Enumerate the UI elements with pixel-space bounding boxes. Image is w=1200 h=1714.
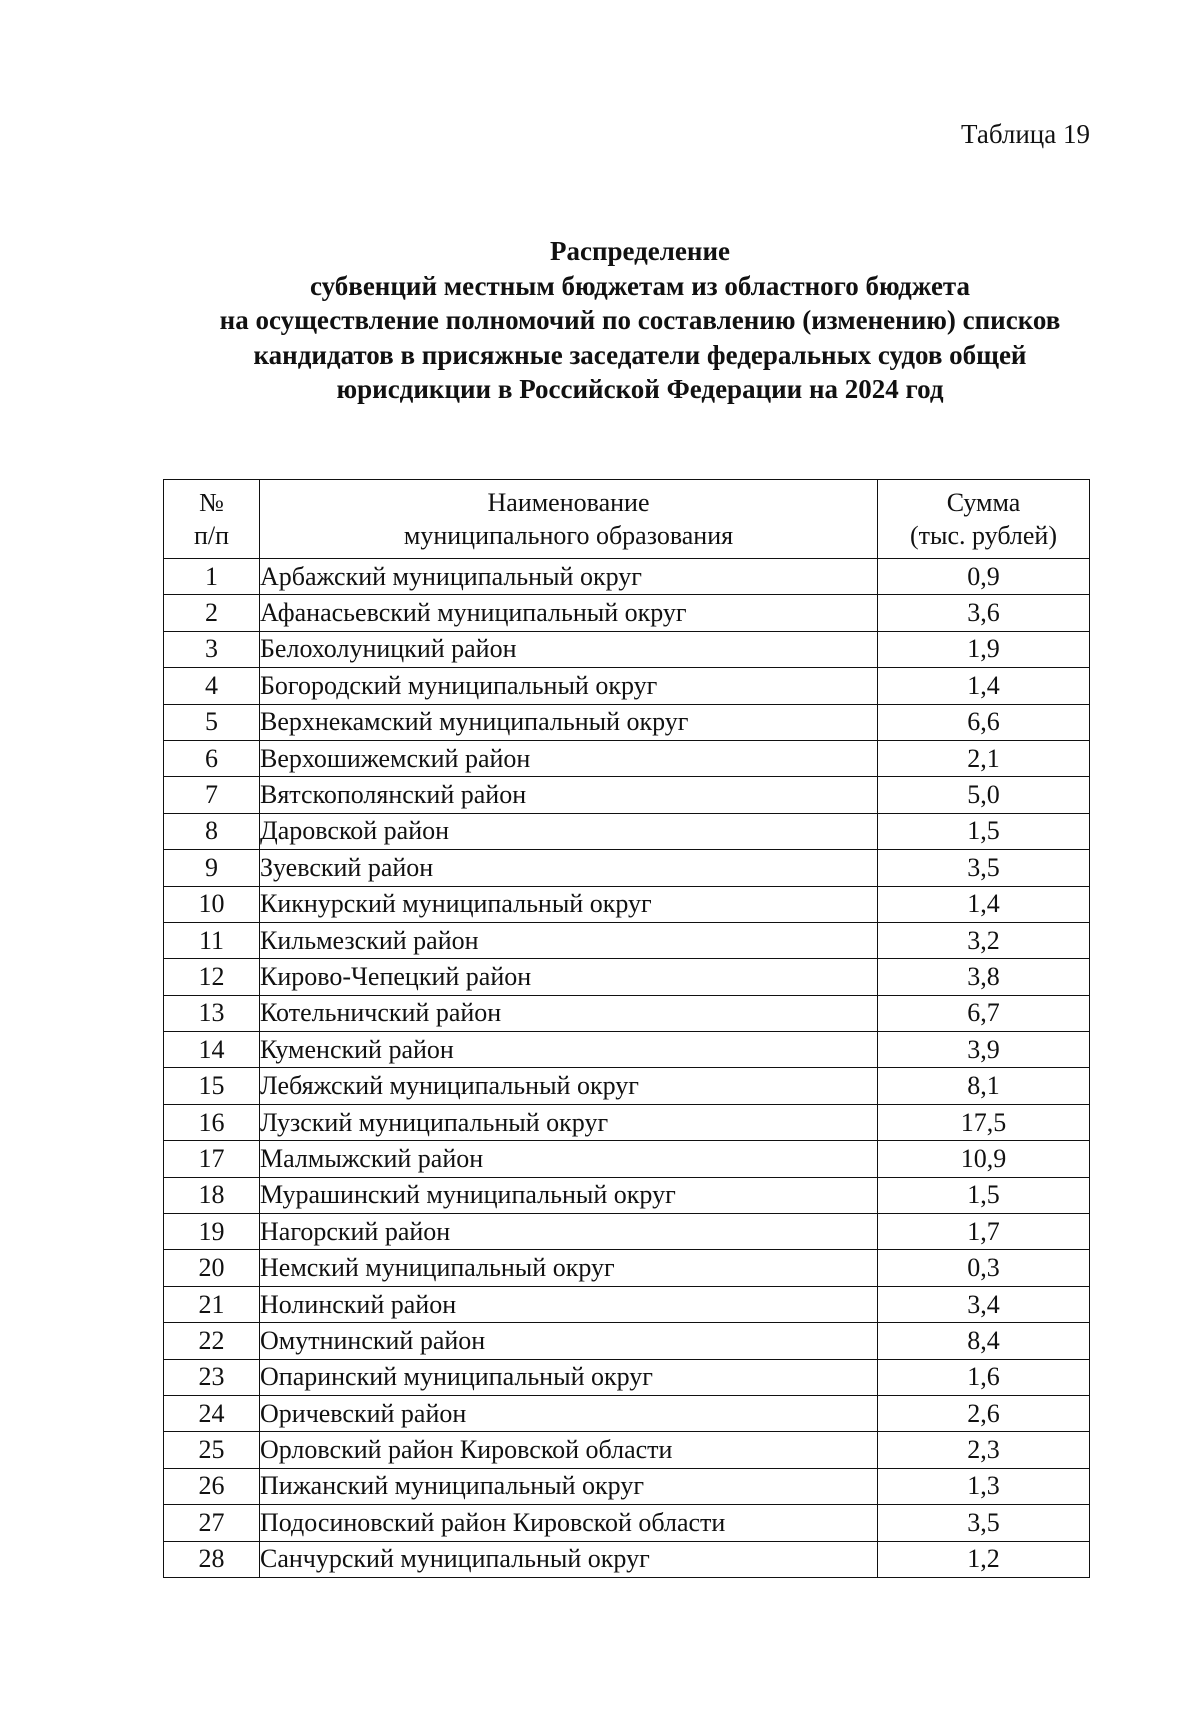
header-line: (тыс. рублей) bbox=[909, 521, 1057, 550]
row-number-cell: 1 bbox=[164, 559, 260, 595]
table-row bbox=[164, 1505, 1090, 1541]
amount-cell: 1,6 bbox=[878, 1359, 1090, 1395]
amount-cell: 3,4 bbox=[878, 1286, 1090, 1322]
table-row bbox=[164, 1432, 1090, 1468]
amount-cell: 10,9 bbox=[878, 1141, 1090, 1177]
row-number-cell: 15 bbox=[164, 1068, 260, 1104]
municipality-name-cell: Верхнекамский муниципальный округ bbox=[260, 704, 878, 740]
row-number-cell: 3 bbox=[164, 631, 260, 667]
table-row bbox=[164, 559, 1090, 595]
row-number-cell: 23 bbox=[164, 1359, 260, 1395]
municipality-name-cell: Орловский район Кировской области bbox=[260, 1432, 878, 1468]
table-header bbox=[164, 480, 1090, 559]
column-header-sum bbox=[878, 480, 1090, 559]
amount-cell: 2,1 bbox=[878, 740, 1090, 776]
row-number-cell: 5 bbox=[164, 704, 260, 740]
amount-cell: 3,5 bbox=[878, 1505, 1090, 1541]
header-line: п/п bbox=[193, 521, 230, 550]
municipality-name-cell: Кирово-Чепецкий район bbox=[260, 959, 878, 995]
municipality-name-cell: Пижанский муниципальный округ bbox=[260, 1468, 878, 1504]
title-line: на осуществление полномочий по составлению (изменению) списков bbox=[219, 305, 1061, 335]
row-number-cell: 28 bbox=[164, 1541, 260, 1577]
amount-cell: 8,4 bbox=[878, 1323, 1090, 1359]
municipality-name-cell: Лебяжский муниципальный округ bbox=[260, 1068, 878, 1104]
municipality-name-cell: Опаринский муниципальный округ bbox=[260, 1359, 878, 1395]
row-number-cell: 19 bbox=[164, 1214, 260, 1250]
header-line: № bbox=[199, 488, 224, 517]
municipality-name-cell: Оричевский район bbox=[260, 1395, 878, 1431]
table-row bbox=[164, 1032, 1090, 1068]
table-row bbox=[164, 1214, 1090, 1250]
header-line: Наименование bbox=[487, 488, 650, 517]
table-row bbox=[164, 668, 1090, 704]
title-line: Распределение bbox=[549, 236, 731, 266]
row-number-cell: 12 bbox=[164, 959, 260, 995]
amount-cell: 3,6 bbox=[878, 595, 1090, 631]
table-row bbox=[164, 1286, 1090, 1322]
municipality-name-cell: Даровской район bbox=[260, 813, 878, 849]
table-row bbox=[164, 1323, 1090, 1359]
amount-cell: 0,3 bbox=[878, 1250, 1090, 1286]
municipality-name-cell: Омутнинский район bbox=[260, 1323, 878, 1359]
table-row bbox=[164, 813, 1090, 849]
title-line: кандидатов в присяжные заседатели федеральных судов общей bbox=[253, 339, 1027, 370]
row-number-cell: 22 bbox=[164, 1323, 260, 1359]
municipality-name-cell: Мурашинский муниципальный округ bbox=[260, 1177, 878, 1213]
row-number-cell: 9 bbox=[164, 850, 260, 886]
table-row bbox=[164, 1395, 1090, 1431]
amount-cell: 1,3 bbox=[878, 1468, 1090, 1504]
municipality-name-cell: Афанасьевский муниципальный округ bbox=[260, 595, 878, 631]
table-row bbox=[164, 1141, 1090, 1177]
amount-cell: 3,5 bbox=[878, 850, 1090, 886]
row-number-cell: 16 bbox=[164, 1104, 260, 1140]
amount-cell: 1,5 bbox=[878, 813, 1090, 849]
municipality-name-cell: Санчурский муниципальный округ bbox=[260, 1541, 878, 1577]
municipality-name-cell: Котельничский район bbox=[260, 995, 878, 1031]
table-number-label: Таблица 19 bbox=[961, 119, 1090, 149]
table-row bbox=[164, 1468, 1090, 1504]
table-row bbox=[164, 850, 1090, 886]
amount-cell: 1,2 bbox=[878, 1541, 1090, 1577]
column-header-name bbox=[260, 480, 878, 559]
municipality-name-cell: Белохолуницкий район bbox=[260, 631, 878, 667]
table-row bbox=[164, 959, 1090, 995]
amount-cell: 8,1 bbox=[878, 1068, 1090, 1104]
municipality-name-cell: Нагорский район bbox=[260, 1214, 878, 1250]
header-line: муниципального образования bbox=[403, 521, 734, 550]
row-number-cell: 8 bbox=[164, 813, 260, 849]
amount-cell: 3,9 bbox=[878, 1032, 1090, 1068]
row-number-cell: 4 bbox=[164, 668, 260, 704]
municipality-name-cell: Кильмезский район bbox=[260, 922, 878, 958]
table-row bbox=[164, 1359, 1090, 1395]
row-number-cell: 10 bbox=[164, 886, 260, 922]
amount-cell: 6,7 bbox=[878, 995, 1090, 1031]
row-number-cell: 27 bbox=[164, 1505, 260, 1541]
header-row bbox=[164, 480, 1090, 559]
table-row bbox=[164, 1250, 1090, 1286]
subvention-distribution-table bbox=[163, 479, 1090, 1578]
title-line: субвенций местным бюджетам из областного бюджета bbox=[309, 270, 971, 301]
row-number-cell: 20 bbox=[164, 1250, 260, 1286]
municipality-name-cell: Немский муниципальный округ bbox=[260, 1250, 878, 1286]
municipality-name-cell: Малмыжский район bbox=[260, 1141, 878, 1177]
municipality-name-cell: Нолинский район bbox=[260, 1286, 878, 1322]
row-number-cell: 13 bbox=[164, 995, 260, 1031]
column-header-number bbox=[164, 480, 260, 559]
table-body bbox=[164, 559, 1090, 1578]
row-number-cell: 25 bbox=[164, 1432, 260, 1468]
row-number-cell: 14 bbox=[164, 1032, 260, 1068]
table-row bbox=[164, 1068, 1090, 1104]
row-number-cell: 11 bbox=[164, 922, 260, 958]
amount-cell: 1,5 bbox=[878, 1177, 1090, 1213]
municipality-name-cell: Вятскополянский район bbox=[260, 777, 878, 813]
document-title bbox=[150, 234, 1130, 407]
municipality-name-cell: Верхошижемский район bbox=[260, 740, 878, 776]
title-line: юрисдикции в Российской Федерации на 2024 год bbox=[336, 374, 944, 404]
table-row bbox=[164, 922, 1090, 958]
table-row bbox=[164, 886, 1090, 922]
municipality-name-cell: Куменский район bbox=[260, 1032, 878, 1068]
row-number-cell: 18 bbox=[164, 1177, 260, 1213]
municipality-name-cell: Кикнурский муниципальный округ bbox=[260, 886, 878, 922]
row-number-cell: 6 bbox=[164, 740, 260, 776]
row-number-cell: 2 bbox=[164, 595, 260, 631]
municipality-name-cell: Подосиновский район Кировской области bbox=[260, 1505, 878, 1541]
municipality-name-cell: Зуевский район bbox=[260, 850, 878, 886]
table-row bbox=[164, 740, 1090, 776]
amount-cell: 2,6 bbox=[878, 1395, 1090, 1431]
row-number-cell: 17 bbox=[164, 1141, 260, 1177]
municipality-name-cell: Богородский муниципальный округ bbox=[260, 668, 878, 704]
table-row bbox=[164, 995, 1090, 1031]
municipality-name-cell: Арбажский муниципальный округ bbox=[260, 559, 878, 595]
row-number-cell: 7 bbox=[164, 777, 260, 813]
table-row bbox=[164, 1541, 1090, 1577]
amount-cell: 0,9 bbox=[878, 559, 1090, 595]
amount-cell: 2,3 bbox=[878, 1432, 1090, 1468]
row-number-cell: 24 bbox=[164, 1395, 260, 1431]
table-row bbox=[164, 704, 1090, 740]
row-number-cell: 21 bbox=[164, 1286, 260, 1322]
amount-cell: 1,9 bbox=[878, 631, 1090, 667]
amount-cell: 1,7 bbox=[878, 1214, 1090, 1250]
table-row bbox=[164, 777, 1090, 813]
amount-cell: 5,0 bbox=[878, 777, 1090, 813]
amount-cell: 1,4 bbox=[878, 668, 1090, 704]
table-row bbox=[164, 1104, 1090, 1140]
amount-cell: 3,2 bbox=[878, 922, 1090, 958]
municipality-name-cell: Лузский муниципальный округ bbox=[260, 1104, 878, 1140]
amount-cell: 1,4 bbox=[878, 886, 1090, 922]
header-line: Сумма bbox=[946, 488, 1021, 517]
table-row bbox=[164, 631, 1090, 667]
table-row bbox=[164, 1177, 1090, 1213]
row-number-cell: 26 bbox=[164, 1468, 260, 1504]
amount-cell: 6,6 bbox=[878, 704, 1090, 740]
amount-cell: 17,5 bbox=[878, 1104, 1090, 1140]
amount-cell: 3,8 bbox=[878, 959, 1090, 995]
table-row bbox=[164, 595, 1090, 631]
